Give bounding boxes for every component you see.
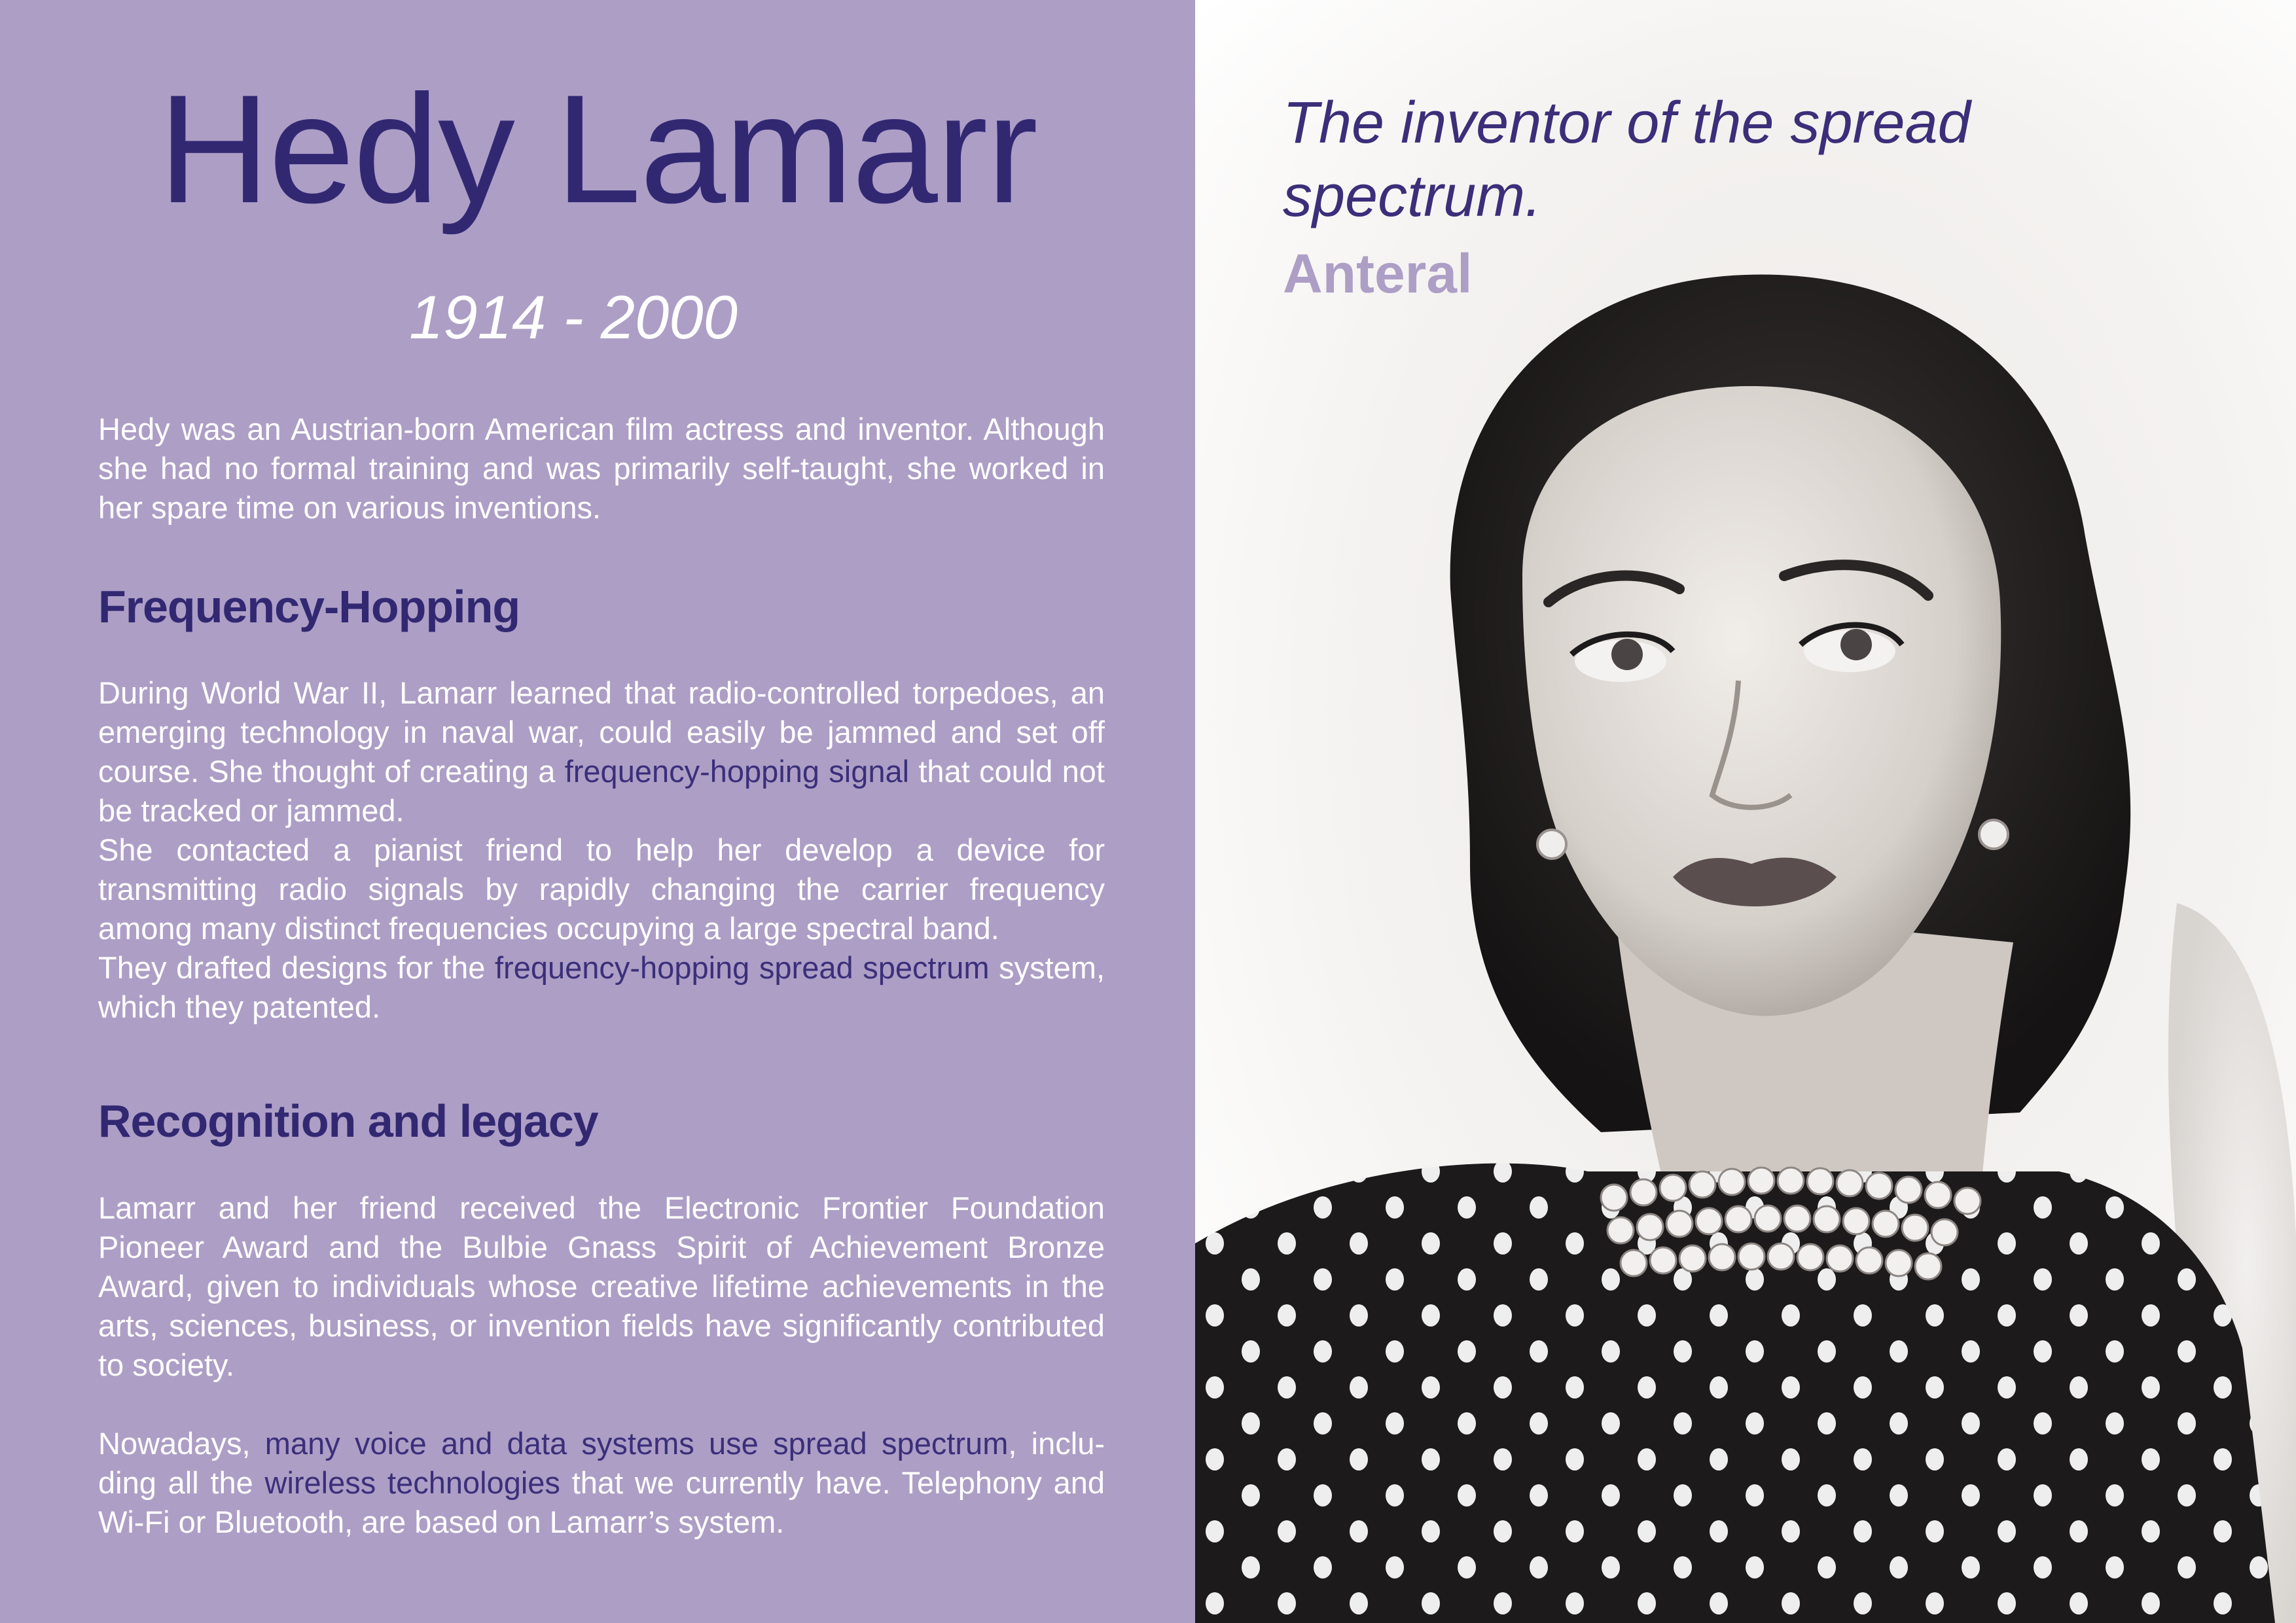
highlight-wireless-technologies: wireless technologies <box>264 1465 560 1500</box>
recognition-section-body <box>98 1188 1105 1542</box>
right-earring <box>1979 820 2008 849</box>
frequency-hopping-paragraph-1: During World War II, Lamarr learned that radio-controlled torpedoes, an emerging technology in naval war, could easily be jammed and set off course. She thought of creating a frequency-hopping signal that could not be tracked or jammed. <box>98 675 1105 828</box>
page-title: Hedy Lamarr <box>158 63 1037 236</box>
intro-paragraph: Hedy was an Austrian-born American film actress and inventor. Although she had no formal training and was primarily self-taught, she worked in her spare time on various inventions. <box>98 412 1105 525</box>
recognition-paragraph-1: Lamarr and her friend received the Electronic Frontier Foundation Pioneer Award and the Bulbie Gnass Spirit of Achievement Bronze Award, given to individuals whose creative lifetime achievements in the arts, sciences, business, or invention fields have significantly contributed to society. <box>98 1190 1105 1382</box>
life-dates: 1914 - 2000 <box>409 283 738 351</box>
frequency-hopping-section-body <box>98 673 1105 1027</box>
section-heading-recognition: Recognition and legacy <box>98 1096 598 1147</box>
frequency-hopping-paragraph-3: They drafted designs for the frequency-hopping spread spectrum system, which they patented. <box>98 950 1105 1024</box>
frequency-hopping-paragraph-2: She contacted a pianist friend to help her develop a device for transmitting radio signals by rapidly changing the carrier frequency among many distinct frequencies occupying a large spectral band. <box>98 832 1105 946</box>
highlight-voice-data-systems: many voice and data systems use spread spectrum <box>264 1426 1009 1461</box>
brand-name: Anteral <box>1283 243 1473 304</box>
tagline: The inventor of the spread spectrum. <box>1283 90 1971 229</box>
portrait-panel <box>1195 0 2296 1623</box>
left-earring <box>1537 830 1566 859</box>
highlight-frequency-hopping-signal: frequency-hopping signal <box>564 754 910 789</box>
highlight-spread-spectrum: frequency-hopping spread spectrum <box>494 950 990 985</box>
recognition-paragraph-2: Nowadays, many voice and data systems use spread spectrum, inclu-ding all the wireless technologies that we currently have. Telephony and Wi-Fi or Bluetooth, are based on Lamarr’s system. <box>98 1426 1105 1539</box>
section-heading-frequency-hopping: Frequency-Hopping <box>98 581 520 632</box>
